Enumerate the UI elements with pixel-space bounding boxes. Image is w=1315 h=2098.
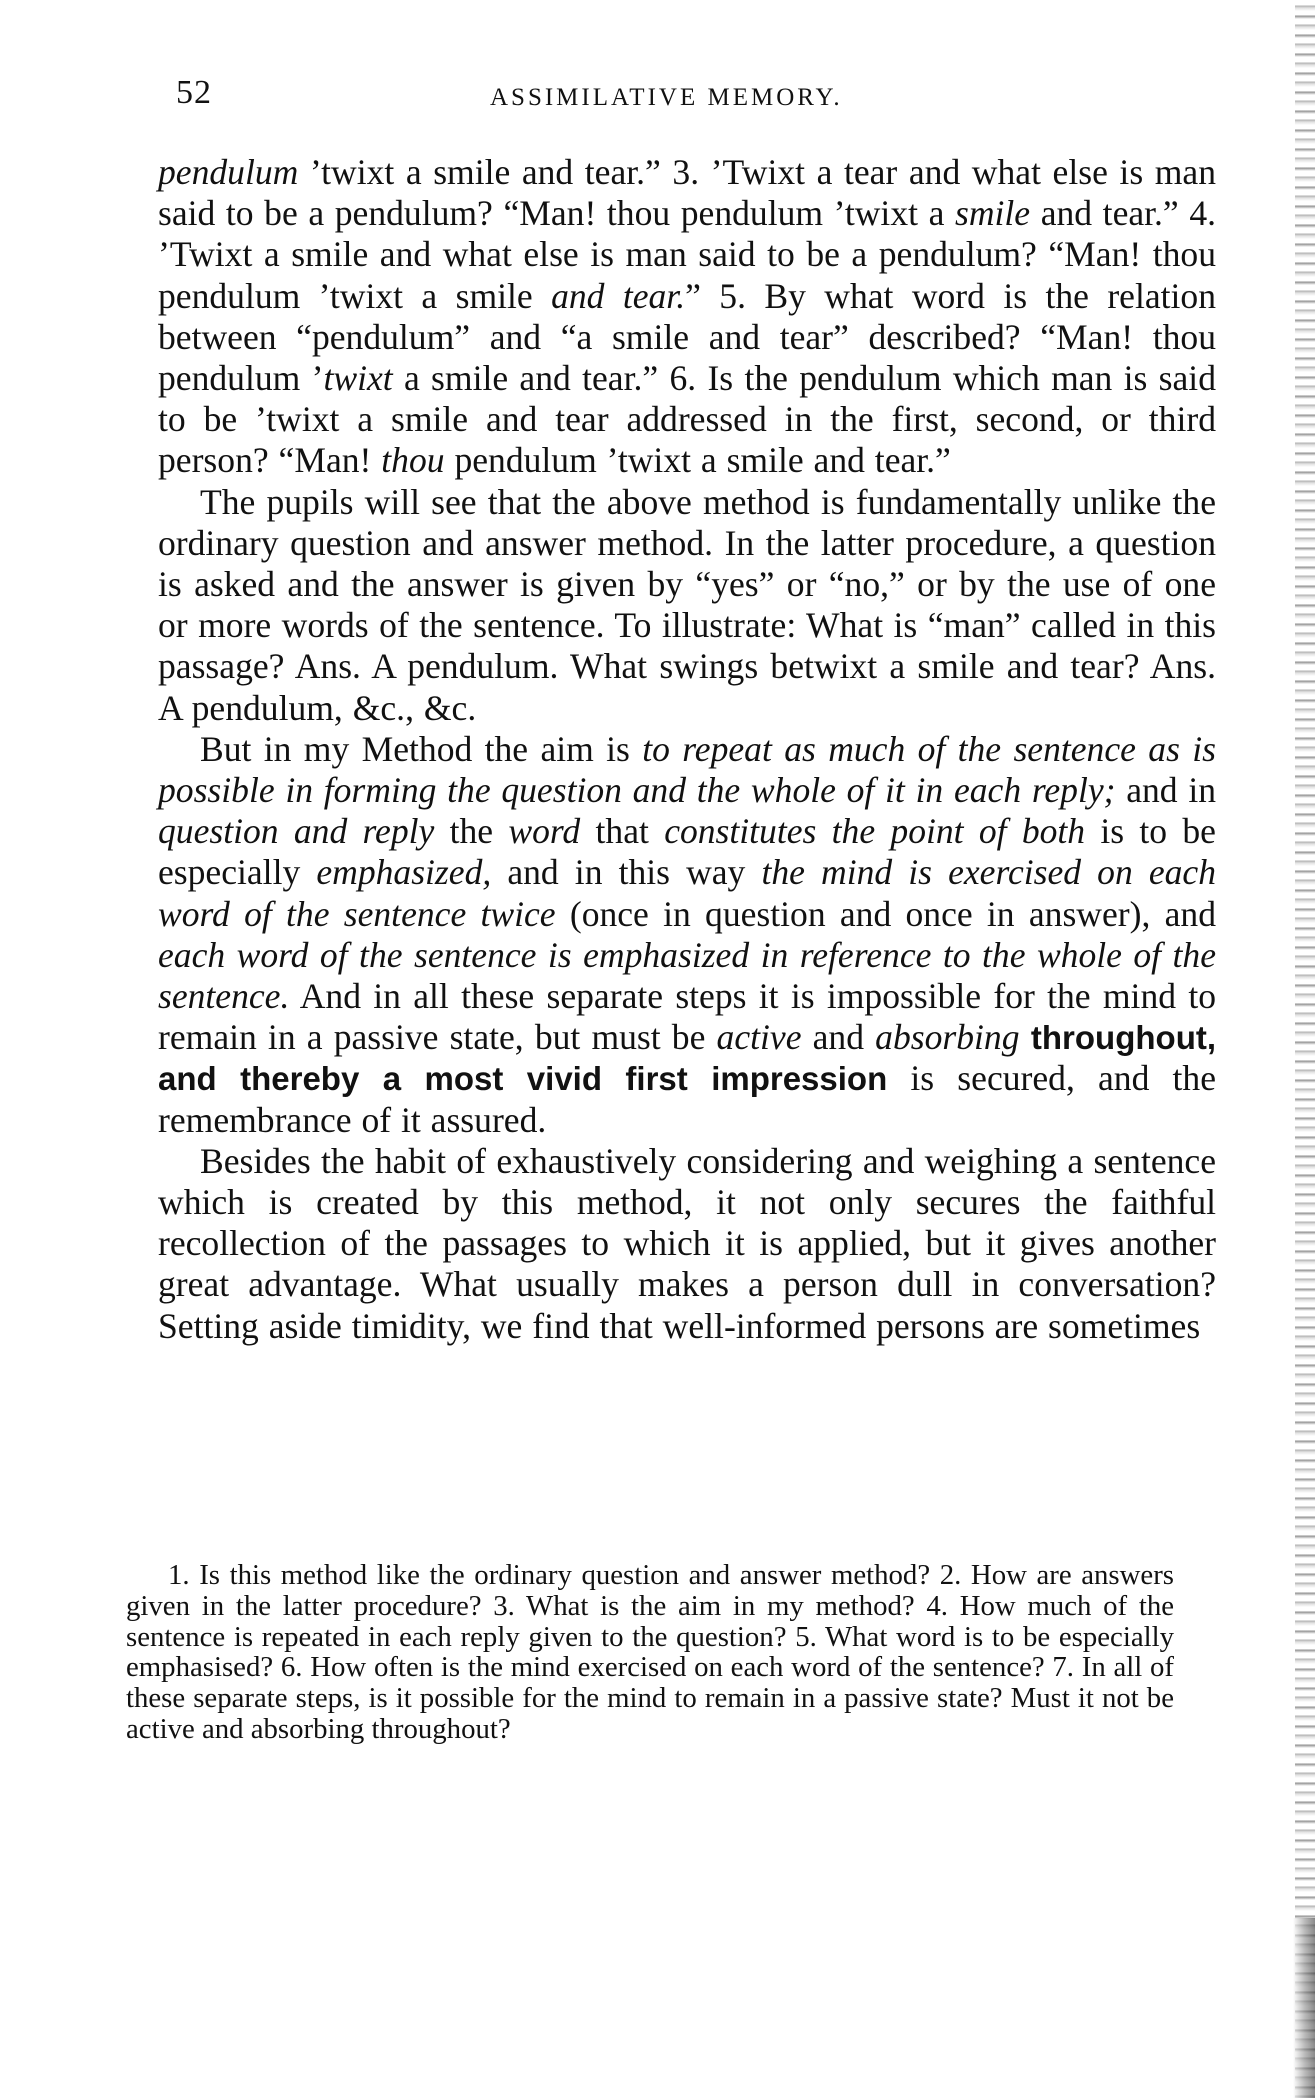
- footnote-questions: [126, 1560, 1174, 1745]
- page-number: 52: [176, 74, 212, 111]
- footnote-text: 1. Is this method like the ordinary question and answer method? 2. How are answers given in the latter procedure? 3. What is the aim in my method? 4. How much of the sentence is repeated in each reply given to the question? 5. What word is to be especially emphasised? 6. How often is the mind exercised on each word of the sentence? 7. In all of these separate steps, is it possible for the mind to remain in a passive state? Must it not be active and absorbing throughout?: [126, 1559, 1174, 1745]
- scan-edge-artifact: [1295, 0, 1315, 2098]
- running-head: ASSIMILATIVE MEMORY.: [490, 84, 843, 111]
- paragraph-question-continuation: pendulum ’twixt a smile and tear.” 3. ’Twixt a tear and what else is man said to be a pendulum? “Man! thou pendulum ’twixt a smile and tear.” 4. ’Twixt a smile and what else is man said to be a pendulum? “Man! thou pendulum ’twixt a smile and tear.” 5. By what word is the relation between “pendulum” and “a smile and tear” described? “Man! thou pendulum ’twixt a smile and tear.” 6. Is the pendulum which man is said to be ’twixt a smile and tear addressed in the first, second, or third person? “Man! thou pendulum ’twixt a smile and tear.”: [158, 152, 1217, 481]
- bold-phrase: throughout, and thereby a most vivid first impression: [158, 1019, 1217, 1098]
- paragraph-conversation: Besides the habit of exhaustively considering and weighing a sentence which is created by this method, it not only secures the faithful recollection of the passages to which it is applied, but it gives another great advantage. What usually makes a person dull in conversation? Setting aside timidity, we find that well-informed persons are sometimes: [158, 1140, 1216, 1346]
- page-header: [168, 74, 1208, 126]
- scan-edge-shadow: [1293, 1918, 1315, 2098]
- paragraph-comparison: The pupils will see that the above method is fundamentally unlike the ordinary question and answer method. In the latter procedure, a question is asked and the answer is given by “yes” or “no,” or by the use of one or more words of the sentence. To illustrate: What is “man” called in this passage? Ans. A pendulum. What swings betwixt a smile and tear? Ans. A pendulum, &c., &c.: [158, 481, 1216, 728]
- paragraph-method-aim: But in my Method the aim is to repeat as much of the sentence as is possible in forming the question and the whole of it in each reply; and in question and reply the word that constitutes the point of both is to be especially emphasized, and in this way the mind is exercised on each word of the sentence twice (once in question and once in answer), and each word of the sentence is emphasized in reference to the whole of the sentence. And in all these separate steps it is impossible for the mind to remain in a passive state, but must be active and absorbing throughout, and thereby a most vivid first impression is secured, and the remembrance of it assured.: [158, 728, 1217, 1140]
- body-text: [158, 152, 1216, 1347]
